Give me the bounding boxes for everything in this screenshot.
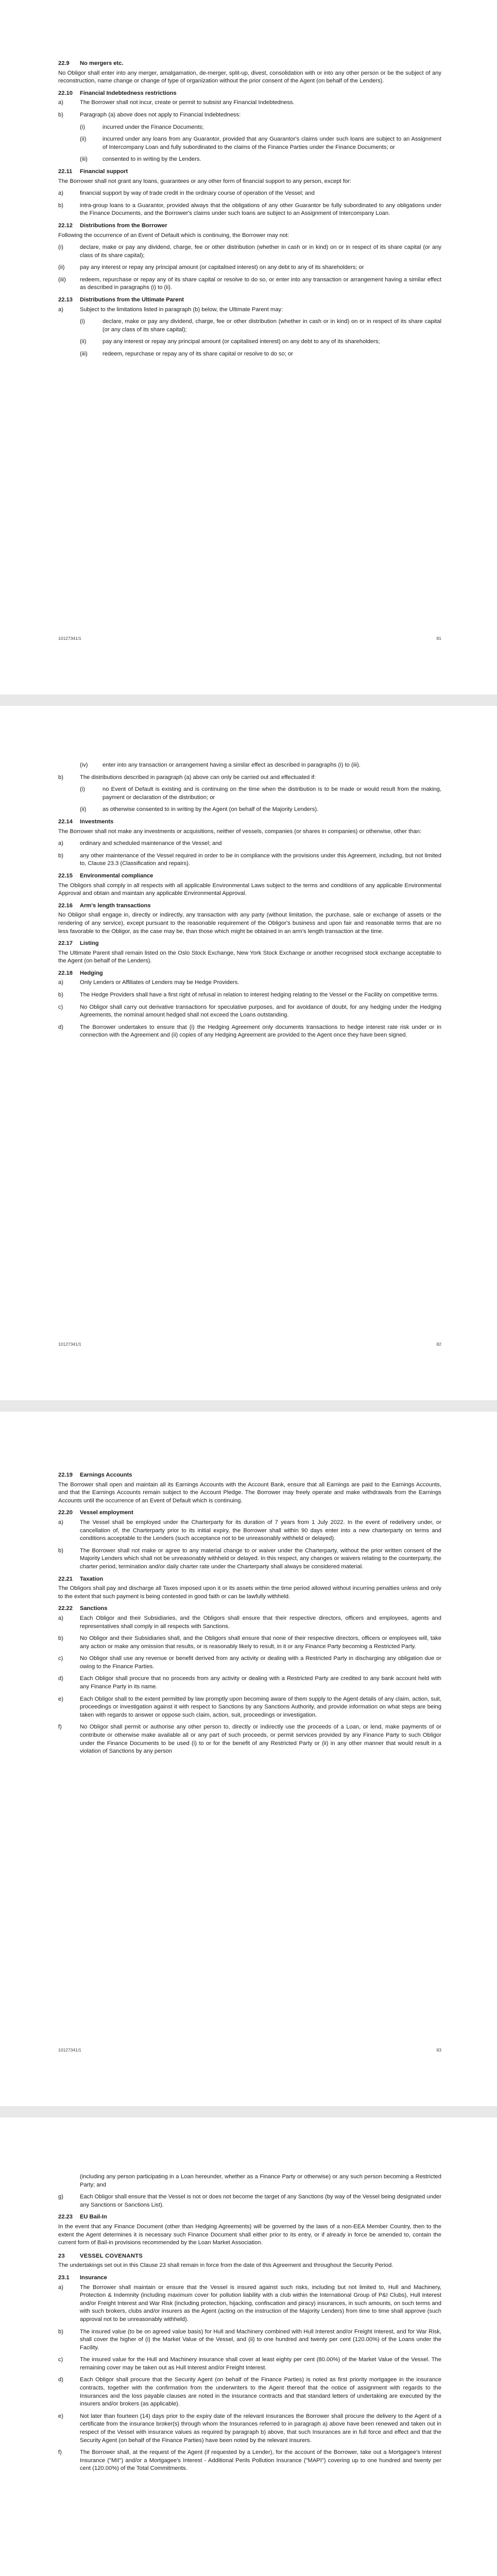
- clause-text: The Obligors shall comply in all respects with all applicable Environmental Laws subject to the terms and conditions of any applicable Environmental Approval and obtain and maintain any applicable Environmental Approval.: [58, 882, 441, 897]
- list-item: a) The Vessel shall be employed under the Charterparty for its duration of 7 years from 1 July 2022. In the event of redelivery under, or cancellation of, the Charterparty prior to its initial expiry, the Borrower shall within 90 days enter into a new charterparty on terms and conditions acceptable to the Lenders (such acceptance not to be unreasonably withheld or delayed).: [58, 1519, 441, 1542]
- list-item: b) The insured value (to be on agreed value basis) for Hull and Machinery combined with Hull Interest and/or Freight Interest, and for War Risk, shall cover the higher of (i) the Market Value of the Vessel, and (ii) to one hundred and twenty per cent (120.00%) of the Loans under the Facility.: [58, 2328, 441, 2351]
- sub-item: (iv) enter into any transaction or arrangement having a similar effect as described in paragraphs (i) to (iii).: [80, 762, 361, 768]
- list-item: d) The Borrower undertakes to ensure that (i) the Hedging Agreement only documents transactions to hedge interest rate risk under or in connection with the Agreement and (ii) copies of any Hedging Agreement are provided to the Agent once they have been signed.: [58, 1024, 441, 1039]
- list-item: d) Each Obligor shall procure that no proceeds from any activity or dealing with a Restricted Party are credited to any bank account held with any Finance Party in its name.: [58, 1675, 441, 1690]
- clause-heading: 22.18 Hedging: [58, 970, 103, 976]
- clause-heading: 22.14 Investments: [58, 818, 114, 825]
- list-item: a) Each Obligor and their Subsidiaries, and the Obligors shall ensure that their respective directors, officers and employees, agents and representatives shall comply in all respects with Sanctions.: [58, 1615, 441, 1630]
- continued-text: (including any person participating in a Loan hereunder, whether as a Finance Party or otherwise) or any such person becoming a Restricted Party; and: [80, 2174, 441, 2188]
- list-item: (i) declare, make or pay any dividend, charge, fee or other distribution (whether in cash or in kind) on or in respect of its share capital (or any class of its share capital);: [58, 244, 441, 259]
- document-id: 10127341/1: [58, 1342, 81, 1347]
- list-item: a) The Borrower shall maintain or ensure that the Vessel is insured against such risks, including but not limited to, Hull and Machinery, Protection & Indemnity (including maximum cover for pollution liability with a club within the International Group of P&I Clubs), Hull Interest and/or Freight Interest and War Risk (including protection, hijacking, confiscation and piracy) insurances, in such amounts, on such terms and with such brokers, clubs and/or insurers as the Agent (acting on the instruction of the Majority Lenders) from time to time shall approve (such approval not to be unreasonably withheld).: [58, 2284, 441, 2323]
- page-number: 82: [436, 1342, 441, 1347]
- clause-heading: 22.17 Listing: [58, 940, 99, 947]
- clause-text: The Borrower shall not make any investments or acquisitions, neither of vessels, companies (or shares in companies) or otherwise, other than:: [58, 828, 422, 835]
- page-footer: [58, 1341, 441, 1349]
- clause-heading: 22.11 Financial support: [58, 168, 128, 175]
- list-item: a) Only Lenders or Affiliates of Lenders may be Hedge Providers.: [58, 979, 239, 986]
- list-item: b) intra-group loans to a Guarantor, provided always that the obligations of any other Guarantor be fully subordinated to any obligations under the Finance Documents, and the Borrower's claims under such loans are subject to an Assignment of Intercompany Loan.: [58, 202, 441, 217]
- list-item: b) any other maintenance of the Vessel required in order to be in compliance with the provisions under this Agreement, including, but not limited to, Clause 23.3 (Classification and repairs).: [58, 852, 441, 867]
- list-item: (ii) pay any interest or repay any principal amount (or capitalised interest) on any debt to any of its shareholders; or: [58, 264, 364, 271]
- clause-heading: 22.16 Arm's length transactions: [58, 902, 151, 909]
- document-page-81: [0, 0, 497, 694]
- sub-item: (i) declare, make or pay any dividend, charge, fee or other distribution (whether in cash or in kind) on or in respect of its share capital (or any class of its share capital);: [80, 318, 441, 333]
- clause-text: No Obligor shall engage in, directly or indirectly, any transaction with any party (without limitation, the purchase, sale or exchange of assets or the rendering of any service), except pursuant to the reasonable requirement of the Obligor's business and upon fair and reasonable terms that are no less favorable to the Obligor, as the case may be, than those which might be obtained in an arm's length transaction at the time.: [58, 912, 441, 935]
- clause-heading: 22.9 No mergers etc.: [58, 60, 124, 66]
- clause-heading: 22.12 Distributions from the Borrower: [58, 222, 167, 229]
- clause-text: The Obligors shall pay and discharge all Taxes imposed upon it or its assets within the time period allowed without incurring penalties unless and only to the extent that such payment is being contested in good faith or can be lawfully withheld.: [58, 1585, 441, 1600]
- list-item: a) financial support by way of trade credit in the ordinary course of operation of the Vessel; and: [58, 190, 315, 197]
- page-footer: [58, 2046, 441, 2055]
- clause-text: The Borrower shall not grant any loans, guarantees or any other form of financial support to any person, except for:: [58, 178, 352, 184]
- clause-text: Following the occurrence of an Event of Default which is continuing, the Borrower may not:: [58, 232, 289, 239]
- list-item: e) Each Obligor shall to the extent permitted by law promptly upon becoming aware of them supply to the Agent details of any claim, action, suit, proceedings or investigation against it with respect to Sanctions by any Sanctions Authority, and provide information on what steps are being taken with regards to answer or oppose such claim, action, suit, proceedings or investigation.: [58, 1696, 441, 1718]
- sub-item: (i) no Event of Default is existing and is continuing on the time when the distribution is to be made or would result from the making, payment or declaration of the distribution; or: [80, 786, 441, 801]
- clause-heading: 22.15 Environmental compliance: [58, 872, 153, 879]
- list-item: a) The Borrower shall not incur, create or permit to subsist any Financial Indebtedness.: [58, 99, 295, 106]
- sub-item: (ii) incurred under any loans from any Guarantor, provided that any Guarantor's claims under such loans are subject to an Assignment of Intercompany Loan and fully subordinated to the claims of the Finance Parties under the Finance Documents; or: [80, 136, 441, 150]
- list-item: g) Each Obligor shall ensure that the Vessel is not or does not become the target of any Sanctions (by way of the Vessel being designated under any Sanctions or Sanctions List).: [58, 2194, 441, 2208]
- list-item: c) The insured value for the Hull and Machinery insurance shall cover at least eighty per cent (80.00%) of the Market Value of the Vessel. The remaining cover may be taken out as Hull Interest and/or Freight Interest.: [58, 2357, 441, 2371]
- list-item: b) No Obligor and their Subsidiaries shall, and the Obligors shall ensure that none of their respective directors, officers or employees will, take any action or make any omission that results, or is reasonably likely to result, in it or any Finance Party becoming a Restricted Party.: [58, 1635, 441, 1650]
- list-item: b) The Borrower shall not make or agree to any material change to or waiver under the Charterparty, without the prior written consent of the Majority Lenders which shall not be unreasonably withheld or delayed. In this respect, any changes or waivers relating to the counterparty, the charter period, termination and/or daily charter rate under the Charterparty shall always be considered material.: [58, 1547, 441, 1570]
- clause-heading: 22.13 Distributions from the Ultimate Parent: [58, 297, 184, 303]
- list-item: a) Subject to the limitations listed in paragraph (b) below, the Ultimate Parent may:: [58, 306, 283, 313]
- clause-text: The undertakings set out in this Clause 23 shall remain in force from the date of this Agreement and throughout the Security Period.: [58, 2262, 393, 2269]
- list-item: f) No Obligor shall permit or authorise any other person to, directly or indirectly use the proceeds of a Loan, or lend, make payments of or contribute or otherwise make available all or any part of such proceeds, or permit services provided by any Finance Party to such Obligor under the Finance Documents to be used (i) to or for the benefit of any Restricted Party or (ii) in any other manner that would result in a violation of Sanctions by any person: [58, 1724, 441, 1755]
- list-item: c) No Obligor shall carry out derivative transactions for speculative purposes, and for avoidance of doubt, for any hedging under the Hedging Agreements, the nominal amount hedged shall not exceed the Loans outstanding.: [58, 1004, 441, 1019]
- list-item: f) The Borrower shall, at the request of the Agent (if requested by a Lender), for the account of the Borrower, take out a Mortgagee's Interest Insurance ("MII") and/or a Mortgagee's Interest - Additional Perils Pollution Insurance ("MAPI") covering up to one hundred and twenty per cent (120.00%) of the Total Commitments.: [58, 2449, 441, 2472]
- list-item: a) ordinary and scheduled maintenance of the Vessel; and: [58, 840, 222, 847]
- document-page-84: [0, 2117, 497, 2576]
- list-item: b) The distributions described in paragraph (a) above can only be carried out and effectuated if:: [58, 774, 316, 781]
- sub-item: (ii) as otherwise consented to in writing by the Agent (on behalf of the Majority Lenders).: [80, 806, 319, 813]
- clause-heading: 22.19 Earnings Accounts: [58, 1472, 132, 1478]
- clause-text: No Obligor shall enter into any merger, amalgamation, de-merger, split-up, divest, consolidation with or into any other person or be the subject of any reconstruction, name change or change of type of organization without the prior consent of the Agent (on behalf of the Lenders).: [58, 70, 441, 84]
- page-number: 83: [436, 2047, 441, 2053]
- document-page-83: [0, 1412, 497, 2106]
- clause-heading: 22.10 Financial Indebtedness restrictions: [58, 90, 177, 96]
- clause-text: In the event that any Finance Document (other than Hedging Agreements) will be governed by the laws of a non-EEA Member Country, then to the extent the Agent determines it is necessary such Finance Document shall either prior to its entry, or if already in force be amended to, contain the current form of Bail-in provisions recommended by the Loan Market Association.: [58, 2223, 441, 2246]
- clause-text: The Ultimate Parent shall remain listed on the Oslo Stock Exchange, New York Stock Exchange or another recognised stock exchange acceptable to the Agent (on behalf of the Lenders).: [58, 950, 441, 964]
- clause-heading: 22.21 Taxation: [58, 1575, 104, 1582]
- sub-item: (iii) redeem, repurchase or repay any of its share capital or resolve to do so; or: [80, 351, 293, 358]
- list-item: b) Paragraph (a) above does not apply to Financial Indebtedness:: [58, 111, 241, 118]
- sub-item: (i) incurred under the Finance Documents;: [80, 124, 204, 130]
- list-item: b) The Hedge Providers shall have a first right of refusal in relation to interest hedging relating to the Vessel or the Facility on competitive terms.: [58, 992, 439, 998]
- page-number: 81: [436, 636, 441, 641]
- article-heading: 23 VESSEL COVENANTS: [58, 2252, 143, 2259]
- document-page-82: [0, 706, 497, 1400]
- clause-heading: 22.23 EU Bail-In: [58, 2214, 107, 2221]
- document-id: 10127341/1: [58, 2047, 81, 2053]
- sub-item: (iii) consented to in writing by the Lenders.: [80, 156, 201, 163]
- list-item: c) No Obligor shall use any revenue or benefit derived from any activity or dealing with a Restricted Party in discharging any obligation due or owing to the Finance Parties.: [58, 1655, 441, 1670]
- list-item: d) Each Obligor shall procure that the Security Agent (on behalf of the Finance Parties) is noted as first priority mortgagee in the insurance contracts, together with the confirmation from the underwriters to the Agent thereof that the notice of assignment with regards to the Insurances and the loss payable clauses are noted in the insurance contracts and that standard letters of undertaking are executed by the insurers and/or brokers (as applicable).: [58, 2377, 441, 2408]
- clause-heading: 22.20 Vessel employment: [58, 1510, 133, 1516]
- list-item: e) Not later than fourteen (14) days prior to the expiry date of the relevant Insurances the Borrower shall procure the delivery to the Agent of a certificate from the insurance broker(s) through whom the Insurances referred to in paragraph a) above have been renewed and taken out in respect of the Vessel with insurance values as required by paragraph b) above, that such Insurances are in full force and effect and that the Security Agent (on behalf of the Finance Parties) have been noted by the relevant insurers.: [58, 2413, 441, 2444]
- clause-text: The Borrower shall open and maintain all its Earnings Accounts with the Account Bank, ensure that all Earnings are paid to the Earnings Accounts, and that the Earnings Accounts remain subject to the Account Pledge. The Borrower may freely operate and make withdrawals from the Earnings Accounts until the occurrence of an Event of Default which is continuing.: [58, 1481, 441, 1504]
- clause-heading: 22.22 Sanctions: [58, 1605, 108, 1612]
- sub-item: (ii) pay any interest or repay any principal amount (or capitalised interest) on any debt to any of its shareholders;: [80, 338, 380, 345]
- page-footer: [58, 635, 441, 643]
- clause-heading: 23.1 Insurance: [58, 2274, 107, 2281]
- list-item: (iii) redeem, repurchase or repay any of its share capital or resolve to do so, or enter into any transaction or arrangement having a similar effect as described in paragraphs (i) to (ii).: [58, 276, 441, 291]
- document-id: 10127341/1: [58, 636, 81, 641]
